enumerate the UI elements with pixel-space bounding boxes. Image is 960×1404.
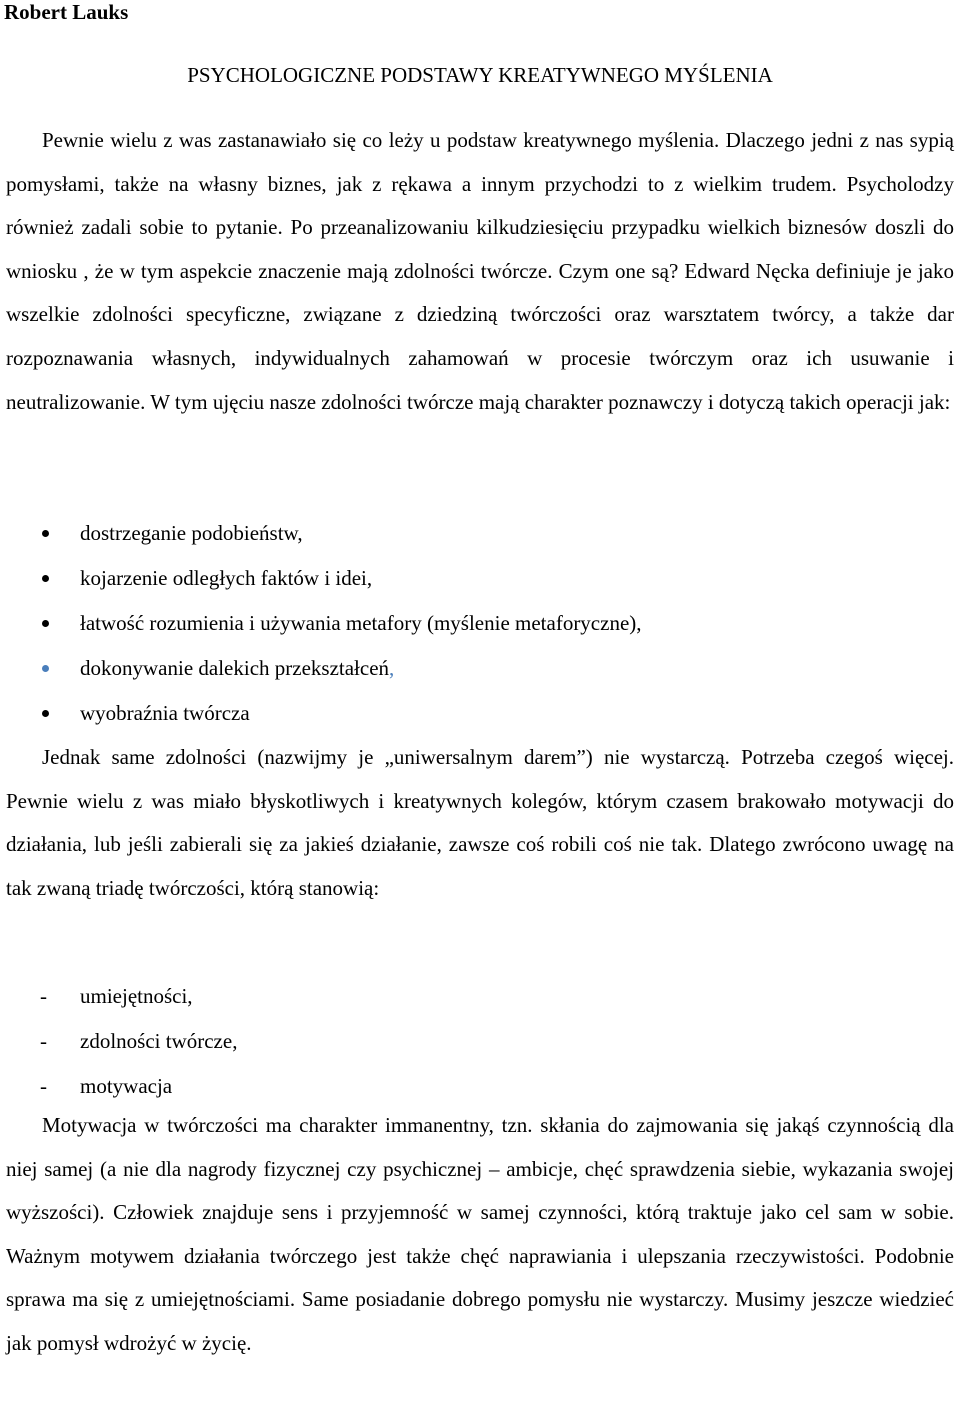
list-item [0, 1064, 960, 1109]
list-item [0, 511, 960, 556]
bullet-icon [42, 620, 49, 627]
dash-marker: - [40, 1074, 47, 1098]
list-item-text: dostrzeganie podobieństw, [80, 521, 303, 545]
list-item-text: łatwość rozumienia i używania metafory (myślenie metaforyczne), [80, 611, 642, 635]
list-item-comma: , [389, 656, 395, 680]
triad-dash-list [0, 974, 960, 1109]
list-item-text: kojarzenie odległych faktów i idei, [80, 566, 373, 590]
list-item-text: zdolności twórcze, [80, 1029, 238, 1053]
dash-marker: - [40, 984, 47, 1008]
list-item [0, 646, 960, 691]
triad-paragraph: Jednak same zdolności (nazwijmy je „uniwersalnym darem”) nie wystarczą. Potrzeba czegoś więcej. Pewnie wielu z was miało błyskotliwych i kreatywnych kolegów, którym czasem brakowało motywacji do działania, lub jeśli zabierali się za jakieś działanie, zawsze coś robili coś nie tak. Dlatego zwrócono uwagę na tak zwaną triadę twórczości, którą stanowią: [6, 745, 954, 900]
intro-paragraph: Pewnie wielu z was zastanawiało się co leży u podstaw kreatywnego myślenia. Dlaczego jedni z nas sypią pomysłami, także na własny biznes, jak z rękawa a innym przychodzi to z wielkim trudem. Psycholodzy również zadali sobie to pytanie. Po przeanalizowaniu kilkudziesięciu przypadku wielkich biznesów doszli do wniosku , że w tym aspekcie znaczenie mają zdolności twórcze. Czym one są? Edward Nęcka definiuje je jako wszelkie zdolności specyficzne, związane z dziedziną twórczości oraz warsztatem twórcy, a także dar rozpoznawania własnych, indywidualnych zahamowań w procesie twórczym oraz ich usuwanie i neutralizowanie. W tym ujęciu nasze zdolności twórcze mają charakter poznawczy i dotyczą takich operacji jak: [6, 128, 954, 414]
dash-marker: - [40, 1029, 47, 1053]
bullet-icon [42, 665, 49, 672]
list-item-text-main: dokonywanie dalekich przekształceń [80, 656, 390, 680]
list-item [0, 1019, 960, 1064]
list-item-text [80, 646, 394, 691]
abilities-bullet-list [0, 511, 960, 736]
author-name: Robert Lauks [4, 0, 129, 24]
bullet-icon [42, 710, 49, 717]
list-item-text: wyobraźnia twórcza [80, 701, 250, 725]
bullet-icon [42, 530, 49, 537]
list-item-text: motywacja [80, 1074, 173, 1098]
bullet-icon [42, 575, 49, 582]
document-title: PSYCHOLOGICZNE PODSTAWY KREATYWNEGO MYŚLENIA [187, 63, 773, 87]
list-item-text: umiejętności, [80, 984, 193, 1008]
list-item [0, 556, 960, 601]
list-item [0, 691, 960, 736]
motivation-paragraph: Motywacja w twórczości ma charakter immanentny, tzn. skłania do zajmowania się jakąś czynnością dla niej samej (a nie dla nagrody fizycznej czy psychicznej – ambicje, chęć sprawdzenia siebie, wykazania swojej wyższości). Człowiek znajduje sens i przyjemność w samej czynności, którą traktuje jako cel sam w sobie. Ważnym motywem działania twórczego jest także chęć naprawiania i ulepszania rzeczywistości. Podobnie sprawa ma się z umiejętnościami. Same posiadanie dobrego pomysłu nie wystarczy. Musimy jeszcze wiedzieć jak pomysł wdrożyć w życię. [6, 1113, 954, 1355]
list-item [0, 974, 960, 1019]
list-item [0, 601, 960, 646]
